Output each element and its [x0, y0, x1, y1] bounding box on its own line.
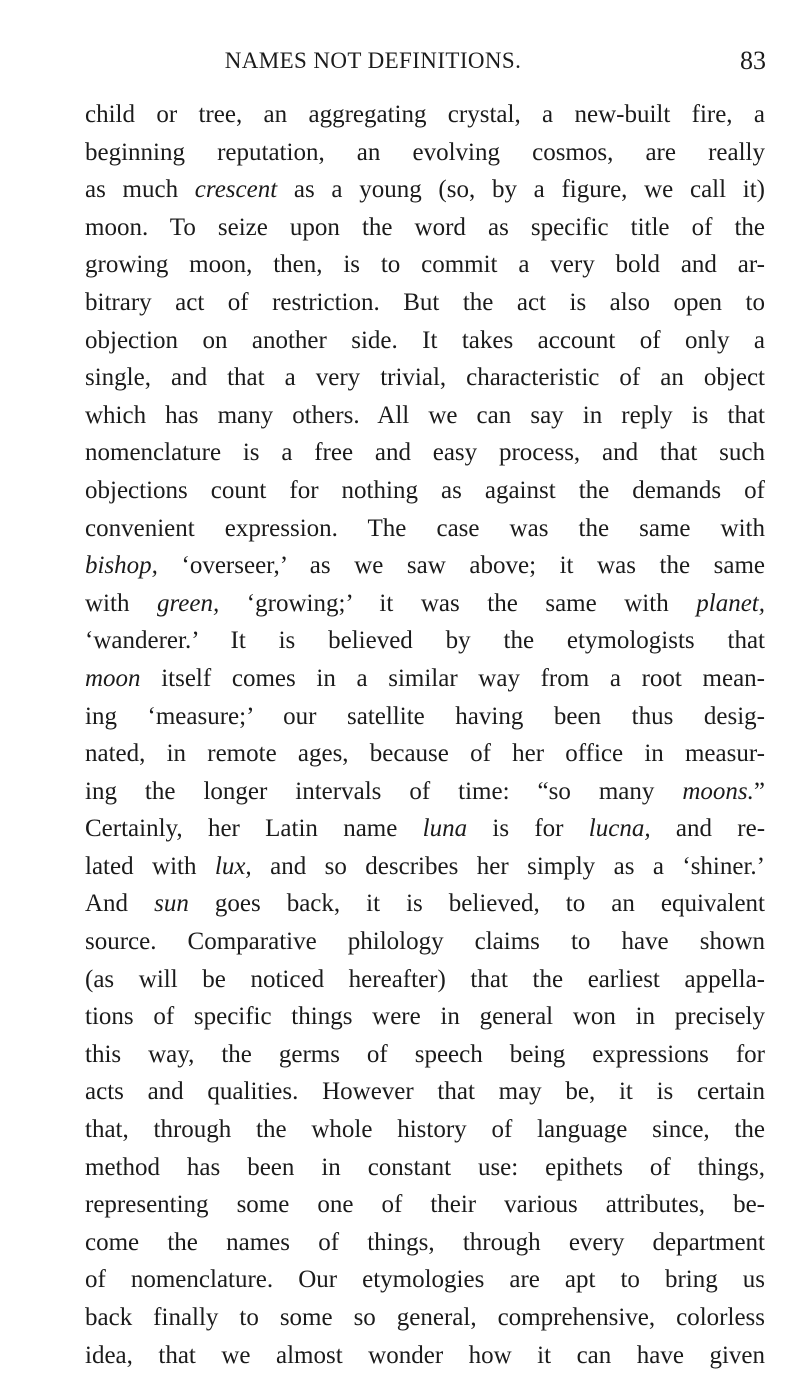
italic-word: planet, — [696, 589, 765, 617]
text-run: single, and that a very trivial, characteristic of an object — [85, 364, 765, 392]
text-line — [85, 1186, 765, 1224]
text-run: method has been in constant use: epithets of things, — [85, 1153, 765, 1181]
text-run: ing ‘measure;’ our satellite having been thus desig- — [85, 702, 765, 730]
text-run: child or tree, an aggregating crystal, a new-built fire, a — [85, 101, 765, 128]
text-run: itself comes in a similar way from a root mean- — [140, 664, 765, 692]
text-run: lated with — [85, 852, 215, 880]
text-line — [85, 698, 765, 736]
text-line — [85, 848, 765, 886]
text-line — [85, 96, 765, 134]
italic-word: moon — [85, 664, 141, 692]
text-run: ” — [753, 777, 765, 805]
text-run: nated, in remote ages, because of her office in measur- — [85, 740, 765, 768]
italic-word: bishop, — [85, 552, 158, 580]
text-line — [85, 472, 765, 510]
text-run: this way, the germs of speech being expressions for — [85, 1040, 765, 1068]
text-run: back finally to some so general, comprehensive, colorless — [85, 1304, 765, 1331]
text-run: and so describes her simply as a ‘shiner.’ — [251, 852, 765, 880]
text-run: representing some one of their various attributes, be- — [85, 1191, 765, 1219]
text-line — [85, 660, 765, 698]
text-run: goes back, it is believed, to an equivalent — [188, 890, 765, 918]
text-line — [85, 510, 765, 548]
italic-word: sun — [154, 890, 189, 918]
text-line — [85, 397, 765, 435]
text-run: growing moon, then, is to commit a very bold and ar- — [85, 251, 765, 279]
text-line — [85, 961, 765, 999]
text-run: and re- — [650, 815, 765, 843]
text-run: which has many others. All we can say in reply is that — [85, 401, 765, 429]
body-text — [85, 96, 765, 1374]
text-line — [85, 622, 765, 660]
italic-word: moons. — [682, 777, 754, 805]
text-line — [85, 1299, 765, 1337]
text-run: tions of specific things were in general won in precisely — [85, 1003, 765, 1031]
text-line — [85, 1337, 765, 1374]
text-run: ‘wanderer.’ It is believed by the etymologists that — [85, 627, 765, 655]
text-line — [85, 735, 765, 773]
text-line — [85, 284, 765, 322]
text-run: (as will be noticed hereafter) that the earliest appella- — [85, 965, 765, 993]
text-line — [85, 810, 765, 848]
text-run: ‘growing;’ it was the same with — [219, 589, 697, 617]
italic-word: lux, — [214, 852, 252, 880]
text-line — [85, 547, 765, 585]
text-line — [85, 1111, 765, 1149]
text-run: Certainly, her Latin name — [85, 815, 423, 843]
text-line — [85, 359, 765, 397]
text-line — [85, 246, 765, 284]
text-run: is for — [467, 815, 589, 843]
text-run: moon. To seize upon the word as specific title of the — [85, 213, 765, 241]
text-line — [85, 434, 765, 472]
text-line — [85, 1149, 765, 1187]
text-run: source. Comparative philology claims to have shown — [85, 928, 765, 956]
text-run: nomenclature is a free and easy process, and that such — [85, 439, 765, 467]
page-number: 83 — [740, 46, 766, 75]
text-line — [85, 1036, 765, 1074]
text-run: come the names of things, through every department — [85, 1228, 765, 1256]
italic-word: green, — [157, 589, 220, 617]
text-run: that, through the whole history of language since, the — [85, 1116, 765, 1144]
running-head-title: NAMES NOT DEFINITIONS. — [224, 48, 522, 73]
text-line — [85, 885, 765, 923]
text-line — [85, 322, 765, 360]
text-run: bitrary act of restriction. But the act is also open to — [85, 288, 765, 316]
text-line — [85, 585, 765, 623]
italic-word: lucna, — [588, 815, 651, 843]
text-run: of nomenclature. Our etymologies are apt to bring us — [85, 1266, 765, 1294]
text-line — [85, 134, 765, 172]
text-line — [85, 1224, 765, 1262]
text-run: with — [85, 589, 157, 617]
text-line — [85, 923, 765, 961]
text-run: convenient expression. The case was the same with — [85, 514, 765, 542]
text-run: as much — [85, 176, 195, 204]
text-run: And — [85, 890, 155, 918]
text-run: beginning reputation, an evolving cosmos, are really — [85, 138, 765, 166]
text-line — [85, 773, 765, 811]
text-line — [85, 171, 765, 209]
text-run: acts and qualities. However that may be, it is certain — [85, 1078, 765, 1106]
text-run: objections count for nothing as against the demands of — [85, 476, 765, 504]
text-run: ing the longer intervals of time: “so many — [85, 777, 683, 805]
italic-word: crescent — [194, 176, 278, 204]
text-line — [85, 1261, 765, 1299]
text-line — [85, 998, 765, 1036]
text-run: objection on another side. It takes account of only a — [85, 326, 765, 354]
text-run: as a young (so, by a figure, we call it) — [277, 176, 765, 204]
italic-word: luna — [422, 815, 468, 843]
text-run: idea, that we almost wonder how it can have given — [85, 1341, 765, 1369]
text-line — [85, 209, 765, 247]
text-run: ‘overseer,’ as we saw above; it was the same — [157, 552, 765, 580]
text-line — [85, 1073, 765, 1111]
